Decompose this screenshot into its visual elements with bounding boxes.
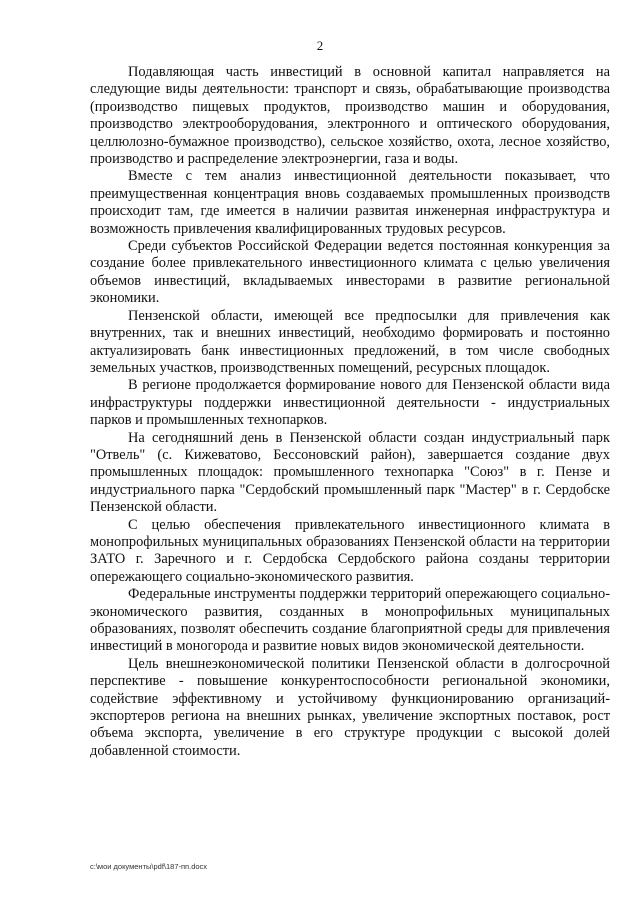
paragraph: В регионе продолжается формирование нового для Пензенской области вида инфраструктуры поддержки инвестиционной деятельности - индустриальных парков и промышленных технопарков. [90,377,610,429]
paragraph: Среди субъектов Российской Федерации ведется постоянная конкуренция за создание более привлекательного инвестиционного климата с целью увеличения объемов инвестиций, вкладываемых инвесторами в развитие региональной экономики. [90,238,610,307]
paragraph: Цель внешнеэкономической политики Пензенской области в долгосрочной перспективе - повышение конкурентоспособности региональной экономики, содействие эффективному и устойчивому функционированию организаций-экспортеров региона на внешних рынках, увеличение экспортных поставок, рост объема экспорта, увеличение в его структуре продукции с высокой долей добавленной стоимости. [90,655,610,759]
paragraph: Федеральные инструменты поддержки территорий опережающего социально-экономического развития, созданных в монопрофильных муниципальных образованиях, позволят обеспечить создание благоприятной среды для привлечения инвестиций в моногорода и развитие новых видов экономической деятельности. [90,586,610,655]
paragraph: С целью обеспечения привлекательного инвестиционного климата в монопрофильных муниципальных образованиях Пензенской области на территории ЗАТО г. Заречного и г. Сердобска Сердобского района созданы территории опережающего социально-экономического развития. [90,516,610,585]
paragraph: На сегодняшний день в Пензенской области создан индустриальный парк "Отвель" (с. Кижеватово, Бессоновский район), завершается создание двух промышленных площадок: промышленного технопарка "Союз" в г. Пензе и индустриального парка "Сердобский промышленный парк "Мастер" в г. Сердобске Пензенской области. [90,429,610,516]
document-body [90,64,610,760]
paragraph: Подавляющая часть инвестиций в основной капитал направляется на следующие виды деятельности: транспорт и связь, обрабатывающие производства (производство пищевых продуктов, производство машин и оборудования, производство электрооборудования, электронного и оптического оборудования, целлюлозно-бумажное производство), сельское хозяйство, охота, лесное хозяйство, производство и распределение электроэнергии, газа и воды. [90,64,610,168]
footer-file-path: c:\мои документы\pdf\187-пп.docx [90,862,208,871]
paragraph: Вместе с тем анализ инвестиционной деятельности показывает, что преимущественная концентрация вновь создаваемых промышленных производств происходит там, где имеется в наличии развитая инженерная инфраструктура и возможность привлечения квалифицированных трудовых ресурсов. [90,168,610,237]
page-number: 2 [316,38,324,53]
paragraph: Пензенской области, имеющей все предпосылки для привлечения как внутренних, так и внешних инвестиций, необходимо формировать и постоянно актуализировать банк инвестиционных предложений, в том числе свободных земельных участков, производственных помещений, ресурсных площадок. [90,307,610,376]
